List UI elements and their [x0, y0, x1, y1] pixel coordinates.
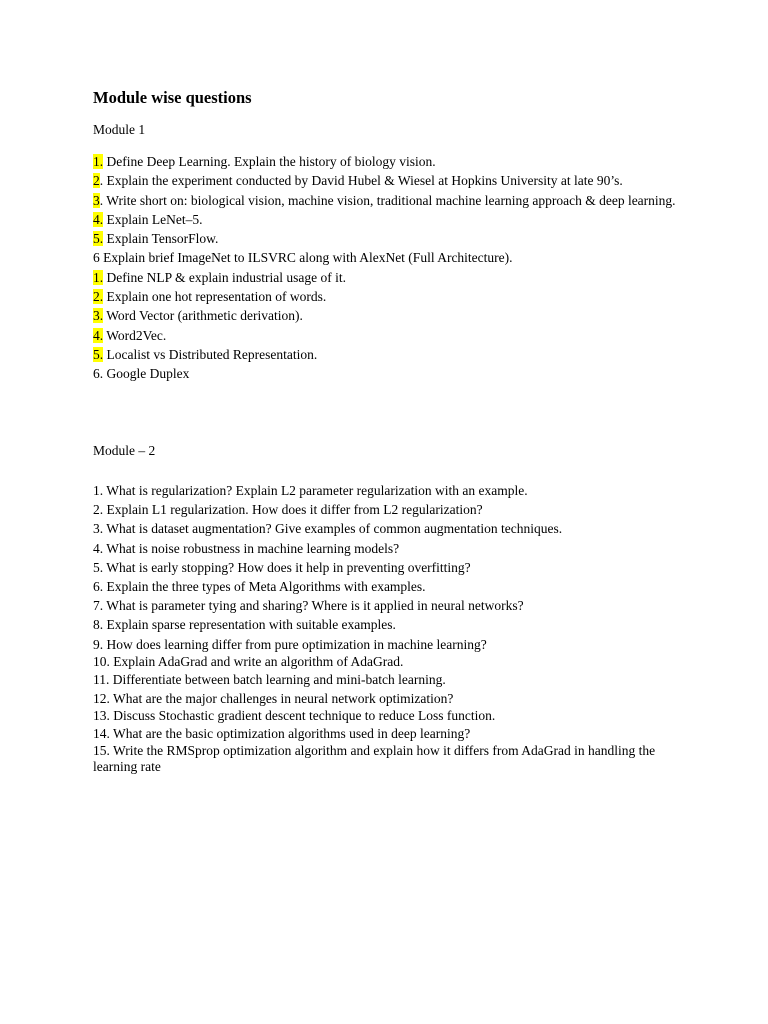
question-number: 13.: [93, 708, 110, 724]
question-item: [93, 558, 678, 577]
question-text: What is dataset augmentation? Give examples of common augmentation techniques.: [103, 521, 563, 537]
question-text: What are the major challenges in neural network optimization?: [109, 691, 454, 707]
question-number: 10.: [93, 653, 110, 669]
question-item: [93, 539, 678, 558]
question-number: 3.: [93, 308, 104, 324]
question-item: [93, 152, 678, 171]
question-number: 2.: [93, 502, 104, 518]
question-number: 4.: [93, 540, 104, 556]
question-number: 2.: [93, 289, 104, 305]
question-item: [93, 287, 678, 306]
question-number: 7.: [93, 598, 104, 614]
question-item: [93, 345, 678, 364]
question-text: What is regularization? Explain L2 parameter regularization with an example.: [103, 483, 528, 498]
question-item: [93, 364, 678, 383]
question-item: [93, 519, 678, 538]
question-text: Explain TensorFlow.: [103, 231, 219, 247]
question-item: [93, 670, 678, 689]
question-text: What is noise robustness in machine learning models?: [103, 540, 400, 556]
question-number: 5.: [93, 346, 104, 362]
question-text: Word2Vec.: [103, 327, 167, 343]
question-text: Localist vs Distributed Representation.: [103, 346, 318, 362]
question-item: [93, 615, 678, 634]
question-item: [93, 577, 678, 596]
question-number: 4.: [93, 327, 104, 343]
question-text: Explain the three types of Meta Algorithms with examples.: [103, 579, 426, 595]
question-item: [93, 481, 678, 500]
question-number: 5.: [93, 231, 104, 247]
question-item: [93, 500, 678, 519]
question-number: 1.: [93, 269, 104, 285]
question-text: Discuss Stochastic gradient descent technique to reduce Loss function.: [109, 708, 496, 724]
question-number: 1.: [93, 483, 104, 498]
question-number: 11.: [93, 671, 110, 687]
question-number: 1.: [93, 154, 104, 169]
question-item: [93, 654, 678, 670]
question-text: Define NLP & explain industrial usage of it.: [103, 269, 346, 285]
question-text: Write the RMSprop optimization algorithm and explain how it differs from AdaGrad in handling the learning rate: [93, 743, 656, 775]
question-number: 15.: [93, 743, 110, 759]
question-item: [93, 326, 678, 345]
module-1-heading: Module 1: [93, 122, 146, 137]
question-item: [93, 743, 678, 775]
question-number: 6.: [93, 366, 104, 382]
question-text: Define Deep Learning. Explain the history of biology vision.: [103, 154, 436, 169]
question-text: Word Vector (arithmetic derivation).: [103, 308, 303, 324]
question-item: [93, 248, 678, 267]
module-2-question-list: [93, 481, 678, 775]
question-text: Google Duplex: [103, 366, 190, 382]
question-text: Explain one hot representation of words.: [103, 289, 327, 305]
question-number: 2: [93, 173, 100, 189]
question-item: [93, 229, 678, 248]
question-text: What is parameter tying and sharing? Where is it applied in neural networks?: [103, 598, 524, 614]
question-number: 6.: [93, 579, 104, 595]
question-item: [93, 268, 678, 287]
page-title: Module wise questions: [93, 88, 252, 107]
question-text: How does learning differ from pure optimization in machine learning?: [103, 636, 487, 652]
question-text: . Write short on: biological vision, machine vision, traditional machine learning approach & deep learning.: [99, 192, 676, 208]
question-text: What is early stopping? How does it help in preventing overfitting?: [103, 559, 471, 575]
question-number: 9.: [93, 636, 104, 652]
question-number: 8.: [93, 617, 104, 633]
module-1-question-list: [93, 152, 678, 384]
question-number: 5.: [93, 559, 104, 575]
question-number: 3.: [93, 521, 104, 537]
question-number: 6: [93, 250, 100, 266]
question-item: [93, 306, 678, 325]
question-text: What are the basic optimization algorithms used in deep learning?: [109, 726, 471, 742]
question-text: Explain brief ImageNet to ILSVRC along with AlexNet (Full Architecture).: [99, 250, 513, 266]
question-item: [93, 689, 678, 708]
question-text: Differentiate between batch learning and mini-batch learning.: [109, 671, 446, 687]
question-number: 14.: [93, 726, 110, 742]
question-item: [93, 210, 678, 229]
question-item: [93, 191, 678, 210]
question-item: [93, 724, 678, 743]
question-number: 12.: [93, 691, 110, 707]
question-item: [93, 171, 678, 190]
question-text: Explain L1 regularization. How does it differ from L2 regularization?: [103, 502, 483, 518]
module-2-heading: Module – 2: [93, 443, 156, 458]
question-text: Explain LeNet–5.: [103, 211, 203, 227]
question-text: Explain sparse representation with suitable examples.: [103, 617, 396, 633]
question-item: [93, 635, 678, 654]
question-item: [93, 708, 678, 724]
question-item: [93, 596, 678, 615]
question-text: . Explain the experiment conducted by David Hubel & Wiesel at Hopkins University at late 90’s.: [99, 173, 623, 189]
question-number: 3: [93, 192, 100, 208]
question-number: 4.: [93, 211, 104, 227]
question-text: Explain AdaGrad and write an algorithm of AdaGrad.: [109, 653, 404, 669]
